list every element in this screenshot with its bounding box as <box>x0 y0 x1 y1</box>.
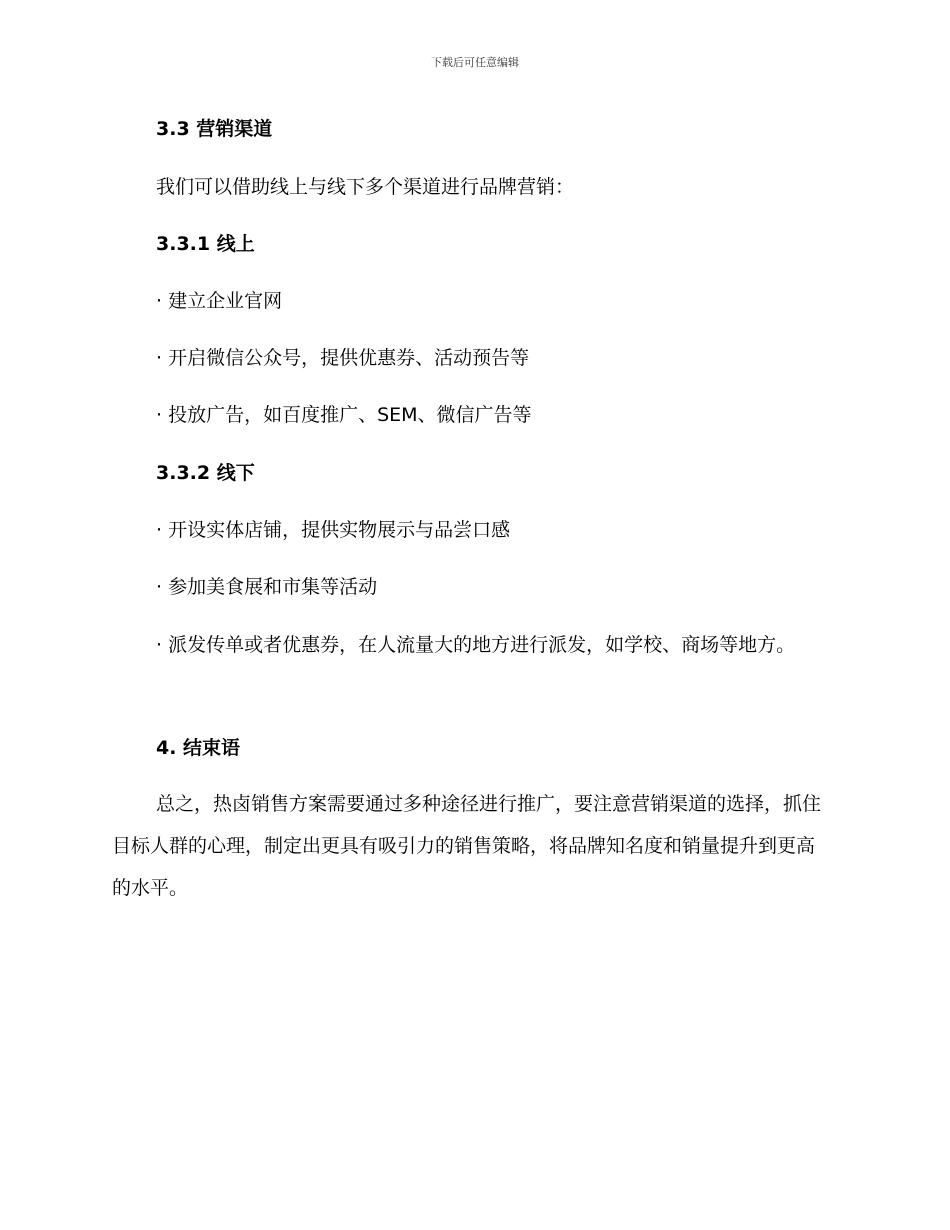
online-item-website: · 建立企业官网 <box>156 290 283 312</box>
online-item-ads: · 投放广告，如百度推广、SEM、微信广告等 <box>156 404 532 426</box>
section-4-body: 总之，热卤销售方案需要通过多种途径进行推广，要注意营销渠道的选择，抓住目标人群的心理，制定出更具有吸引力的销售策略，将品牌知名度和销量提升到更高的水平。 <box>112 793 822 899</box>
section-3-3-heading: 3.3 营销渠道 <box>156 118 273 140</box>
section-3-3-2-heading: 3.3.2 线下 <box>156 462 255 484</box>
offline-item-flyers: · 派发传单或者优惠券，在人流量大的地方进行派发，如学校、商场等地方。 <box>156 634 796 656</box>
header-note: 下载后可任意编辑 <box>431 56 519 69</box>
online-item-wechat: · 开启微信公众号，提供优惠券、活动预告等 <box>156 347 530 369</box>
offline-item-fair: · 参加美食展和市集等活动 <box>156 576 378 598</box>
section-4-heading: 4. 结束语 <box>156 737 241 759</box>
section-3-3-intro: 我们可以借助线上与线下多个渠道进行品牌营销： <box>156 176 575 198</box>
section-3-3-1-heading: 3.3.1 线上 <box>156 233 255 255</box>
offline-item-store: · 开设实体店铺，提供实物展示与品尝口感 <box>156 519 511 541</box>
